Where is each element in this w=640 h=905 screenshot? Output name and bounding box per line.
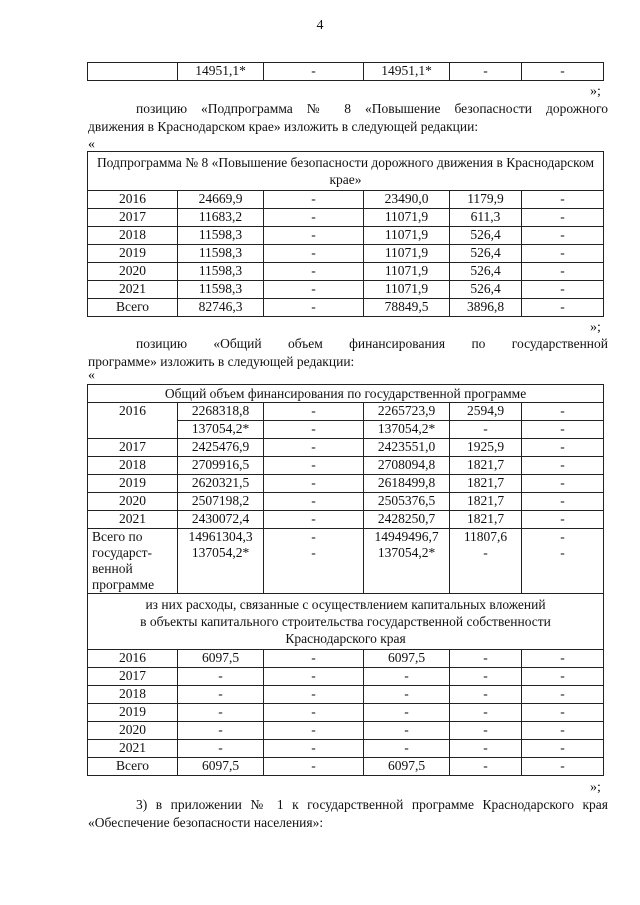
cell: 2507198,2 bbox=[178, 493, 264, 511]
closing-quote: »; bbox=[590, 84, 601, 99]
table-subprogram-8 bbox=[87, 151, 604, 317]
cell: 526,4 bbox=[450, 263, 522, 281]
total-label-line: государст- bbox=[92, 545, 152, 560]
cell: 6097,5 bbox=[178, 758, 264, 776]
opening-quote: « bbox=[88, 368, 95, 383]
year-cell: 2016 bbox=[88, 650, 178, 668]
cell: 11071,9 bbox=[364, 245, 450, 263]
paragraph-appendix-1 bbox=[88, 796, 608, 832]
cell: 611,3 bbox=[450, 209, 522, 227]
cell: - bbox=[178, 704, 264, 722]
cell: - bbox=[522, 650, 604, 668]
year-cell: 2020 bbox=[88, 722, 178, 740]
table-row bbox=[88, 511, 604, 529]
year-cell: 2019 bbox=[88, 245, 178, 263]
closing-quote: »; bbox=[590, 780, 601, 795]
cell: - bbox=[264, 439, 364, 457]
year-cell: 2018 bbox=[88, 686, 178, 704]
cell: - bbox=[264, 650, 364, 668]
cell: - bbox=[522, 209, 604, 227]
cell: 3896,8 bbox=[450, 299, 522, 317]
cell: - bbox=[264, 511, 364, 529]
cell: 11807,6 - bbox=[450, 529, 522, 594]
cell: - bbox=[264, 421, 364, 439]
page-number: 4 bbox=[316, 18, 324, 33]
paragraph-line: «Обеспечение безопасности населения»: bbox=[88, 815, 324, 830]
paragraph-line: движения в Краснодарском крае» изложить в следующей редакции: bbox=[88, 119, 479, 134]
cell: - bbox=[522, 686, 604, 704]
cell: - bbox=[450, 722, 522, 740]
cell: 137054,2* bbox=[178, 421, 264, 439]
table-row bbox=[88, 740, 604, 758]
table-row bbox=[88, 439, 604, 457]
cell: - bbox=[364, 740, 450, 758]
cell: - bbox=[264, 227, 364, 245]
cell: - bbox=[264, 63, 364, 81]
year-cell: 2021 bbox=[88, 281, 178, 299]
cell: - bbox=[264, 191, 364, 209]
cell: 14949496,7 137054,2* bbox=[364, 529, 450, 594]
cell: 1821,7 bbox=[450, 511, 522, 529]
table-caption: Подпрограмма № 8 «Повышение безопасности дорожного движения в Краснодарском крае» bbox=[88, 152, 604, 191]
cell: 526,4 bbox=[450, 245, 522, 263]
cell: - bbox=[522, 668, 604, 686]
cell: 11071,9 bbox=[364, 263, 450, 281]
cell: 11598,3 bbox=[178, 281, 264, 299]
cell: - bbox=[264, 245, 364, 263]
cell: - bbox=[264, 281, 364, 299]
subcaption-line: Краснодарского края bbox=[285, 631, 406, 646]
cell: - bbox=[264, 209, 364, 227]
cell: - bbox=[450, 63, 522, 81]
cell: 2425476,9 bbox=[178, 439, 264, 457]
table-row bbox=[88, 63, 604, 81]
cell: 11598,3 bbox=[178, 263, 264, 281]
cell: 11683,2 bbox=[178, 209, 264, 227]
cell: 2430072,4 bbox=[178, 511, 264, 529]
cell: - bbox=[522, 63, 604, 81]
year-cell: 2019 bbox=[88, 475, 178, 493]
year-cell: Всего bbox=[88, 758, 178, 776]
cell: - bbox=[522, 439, 604, 457]
cell: 2428250,7 bbox=[364, 511, 450, 529]
table-row-total bbox=[88, 529, 604, 594]
cell: - bbox=[264, 457, 364, 475]
cell: 2265723,9 bbox=[364, 403, 450, 421]
cell: - bbox=[178, 686, 264, 704]
cell: - bbox=[364, 722, 450, 740]
table-row bbox=[88, 650, 604, 668]
cell: 2594,9 bbox=[450, 403, 522, 421]
cell: 1821,7 bbox=[450, 475, 522, 493]
table-top-row bbox=[87, 62, 604, 81]
paragraph-line: программе» изложить в следующей редакции: bbox=[88, 354, 355, 369]
cell: - bbox=[450, 421, 522, 439]
cell: 14951,1* bbox=[364, 63, 450, 81]
cell: 14961304,3 137054,2* bbox=[178, 529, 264, 594]
cell: - bbox=[522, 299, 604, 317]
total-label-line: венной bbox=[92, 561, 133, 576]
paragraph-line: позицию «Общий объем финансирования по государственной bbox=[136, 336, 608, 351]
cell: - bbox=[522, 263, 604, 281]
cell: - bbox=[264, 263, 364, 281]
year-cell: Всего bbox=[88, 299, 178, 317]
cell: 11598,3 bbox=[178, 227, 264, 245]
table-row bbox=[88, 209, 604, 227]
cell: 2505376,5 bbox=[364, 493, 450, 511]
year-cell: 2020 bbox=[88, 263, 178, 281]
cell: 11071,9 bbox=[364, 281, 450, 299]
cell: - bbox=[264, 722, 364, 740]
cell: 1821,7 bbox=[450, 493, 522, 511]
cell: - bbox=[450, 758, 522, 776]
cell: - bbox=[522, 758, 604, 776]
paragraph-total-financing bbox=[88, 335, 608, 371]
cell: - bbox=[364, 668, 450, 686]
cell: 1821,7 bbox=[450, 457, 522, 475]
subcaption-line: из них расходы, связанные с осуществлением капитальных вложений bbox=[145, 597, 546, 612]
cell: 2423551,0 bbox=[364, 439, 450, 457]
total-label-line: программе bbox=[92, 577, 155, 592]
cell: - bbox=[522, 457, 604, 475]
cell: - bbox=[264, 493, 364, 511]
cell: - bbox=[264, 686, 364, 704]
cell: - bbox=[522, 421, 604, 439]
cell: 24669,9 bbox=[178, 191, 264, 209]
cell: - - bbox=[264, 529, 364, 594]
year-cell: 2021 bbox=[88, 740, 178, 758]
year-cell: 2019 bbox=[88, 704, 178, 722]
cell: 6097,5 bbox=[178, 650, 264, 668]
cell: 11598,3 bbox=[178, 245, 264, 263]
cell: 1179,9 bbox=[450, 191, 522, 209]
cell: - bbox=[522, 227, 604, 245]
cell: 2708094,8 bbox=[364, 457, 450, 475]
table-row bbox=[88, 227, 604, 245]
cell: - bbox=[264, 668, 364, 686]
cell: 2268318,8 bbox=[178, 403, 264, 421]
total-label-cell bbox=[88, 529, 178, 594]
cell: - bbox=[450, 650, 522, 668]
cell: - bbox=[522, 493, 604, 511]
table-row bbox=[88, 245, 604, 263]
cell: 11071,9 bbox=[364, 227, 450, 245]
year-cell: 2016 bbox=[88, 191, 178, 209]
cell: - bbox=[364, 686, 450, 704]
cell: - bbox=[450, 704, 522, 722]
cell: 14951,1* bbox=[178, 63, 264, 81]
cell: - bbox=[264, 475, 364, 493]
cell: - bbox=[522, 475, 604, 493]
cell: - bbox=[264, 299, 364, 317]
table-row bbox=[88, 704, 604, 722]
cell: - bbox=[264, 403, 364, 421]
year-cell: 2021 bbox=[88, 511, 178, 529]
cell: - bbox=[450, 740, 522, 758]
cell: - bbox=[364, 704, 450, 722]
year-cell: 2016 bbox=[88, 403, 178, 439]
year-cell: 2017 bbox=[88, 209, 178, 227]
table-row bbox=[88, 457, 604, 475]
cell: - bbox=[178, 668, 264, 686]
cell: 526,4 bbox=[450, 227, 522, 245]
cell: 137054,2* bbox=[364, 421, 450, 439]
total-label-line: Всего по bbox=[92, 529, 143, 544]
table-row bbox=[88, 722, 604, 740]
year-cell: 2018 bbox=[88, 457, 178, 475]
year-cell: 2017 bbox=[88, 439, 178, 457]
cell: - bbox=[264, 704, 364, 722]
table-row bbox=[88, 475, 604, 493]
cell: - bbox=[522, 403, 604, 421]
cell: 78849,5 bbox=[364, 299, 450, 317]
table-row bbox=[88, 281, 604, 299]
cell: - - bbox=[522, 529, 604, 594]
table-row bbox=[88, 299, 604, 317]
cell: - bbox=[178, 722, 264, 740]
table-caption: Общий объем финансирования по государственной программе bbox=[88, 385, 604, 403]
cell: 1925,9 bbox=[450, 439, 522, 457]
table-row bbox=[88, 668, 604, 686]
table-row bbox=[88, 403, 604, 421]
table-row bbox=[88, 263, 604, 281]
cell: 82746,3 bbox=[178, 299, 264, 317]
cell: - bbox=[264, 740, 364, 758]
cell: - bbox=[450, 668, 522, 686]
year-cell: 2017 bbox=[88, 668, 178, 686]
year-cell: 2018 bbox=[88, 227, 178, 245]
cell: - bbox=[522, 722, 604, 740]
opening-quote: « bbox=[88, 137, 95, 152]
table-subcaption bbox=[88, 594, 604, 650]
cell: 2618499,8 bbox=[364, 475, 450, 493]
table-row bbox=[88, 758, 604, 776]
table-total-financing bbox=[87, 384, 604, 776]
cell bbox=[88, 63, 178, 81]
cell: 2709916,5 bbox=[178, 457, 264, 475]
year-cell: 2020 bbox=[88, 493, 178, 511]
cell: 6097,5 bbox=[364, 758, 450, 776]
cell: - bbox=[522, 191, 604, 209]
cell: 11071,9 bbox=[364, 209, 450, 227]
closing-quote: »; bbox=[590, 320, 601, 335]
cell: - bbox=[522, 245, 604, 263]
cell: - bbox=[264, 758, 364, 776]
cell: 23490,0 bbox=[364, 191, 450, 209]
cell: - bbox=[522, 511, 604, 529]
table-row bbox=[88, 493, 604, 511]
cell: - bbox=[522, 704, 604, 722]
cell: - bbox=[522, 740, 604, 758]
cell: - bbox=[522, 281, 604, 299]
table-row bbox=[88, 686, 604, 704]
cell: - bbox=[178, 740, 264, 758]
cell: 2620321,5 bbox=[178, 475, 264, 493]
cell: - bbox=[450, 686, 522, 704]
paragraph-line: позицию «Подпрограмма № 8 «Повышение безопасности дорожного bbox=[136, 101, 608, 116]
cell: 526,4 bbox=[450, 281, 522, 299]
cell: 6097,5 bbox=[364, 650, 450, 668]
paragraph-line: 3) в приложении № 1 к государственной программе Краснодарского края bbox=[136, 797, 608, 812]
subcaption-line: в объекты капитального строительства государственной собственности bbox=[140, 614, 551, 629]
table-row bbox=[88, 191, 604, 209]
paragraph-subprogram-8 bbox=[88, 100, 608, 136]
